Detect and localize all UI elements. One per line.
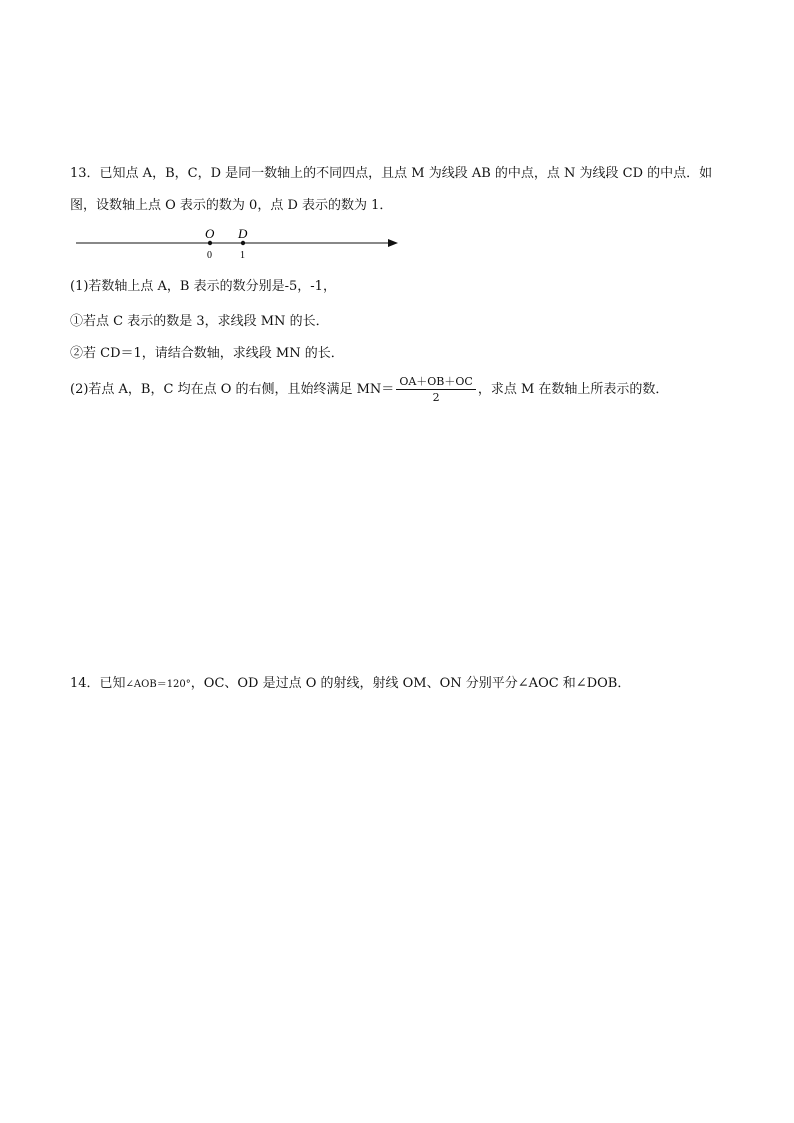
q14-angle: ∠AOB＝120° bbox=[125, 679, 191, 690]
q13-part2 bbox=[70, 372, 668, 408]
q13-part1: (1)若数轴上点 A，B 表示的数分别是-5，-1， bbox=[70, 279, 336, 294]
point-o bbox=[208, 241, 212, 245]
q14-post: ，OC、OD 是过点 O 的射线，射线 OM、ON 分别平分∠AOC 和∠DOB． bbox=[190, 676, 631, 691]
q14-line bbox=[70, 675, 630, 694]
q13-line1: 13．已知点 A，B，C，D 是同一数轴上的不同四点，且点 M 为线段 AB 的中点，点 N 为线段 CD 的中点．如 bbox=[70, 166, 713, 181]
q13-part1-b: ②若 CD＝1，请结合数轴，求线段 MN 的长． bbox=[70, 346, 344, 361]
q14-pre: 14．已知 bbox=[70, 676, 126, 691]
fraction-denominator: 2 bbox=[432, 391, 440, 404]
number-line-figure bbox=[74, 226, 404, 262]
q13-line2: 图，设数轴上点 O 表示的数为 0，点 D 表示的数为 1． bbox=[70, 198, 393, 213]
point-d bbox=[241, 241, 245, 245]
q13-part2-post: ，求点 M 在数轴上所表示的数． bbox=[477, 382, 669, 397]
q13-part1-a: ①若点 C 表示的数是 3，求线段 MN 的长． bbox=[70, 314, 329, 329]
fraction-numerator: OA＋OB＋OC bbox=[396, 375, 476, 390]
tick-label-1: 1 bbox=[240, 250, 245, 261]
label-o: O bbox=[205, 226, 215, 241]
q13-part2-pre: (2)若点 A，B，C 均在点 O 的右侧，且始终满足 MN＝ bbox=[70, 382, 395, 397]
number-line-arrow bbox=[388, 239, 398, 247]
tick-label-0: 0 bbox=[207, 250, 212, 261]
fraction bbox=[396, 375, 476, 404]
label-d: D bbox=[238, 226, 248, 241]
